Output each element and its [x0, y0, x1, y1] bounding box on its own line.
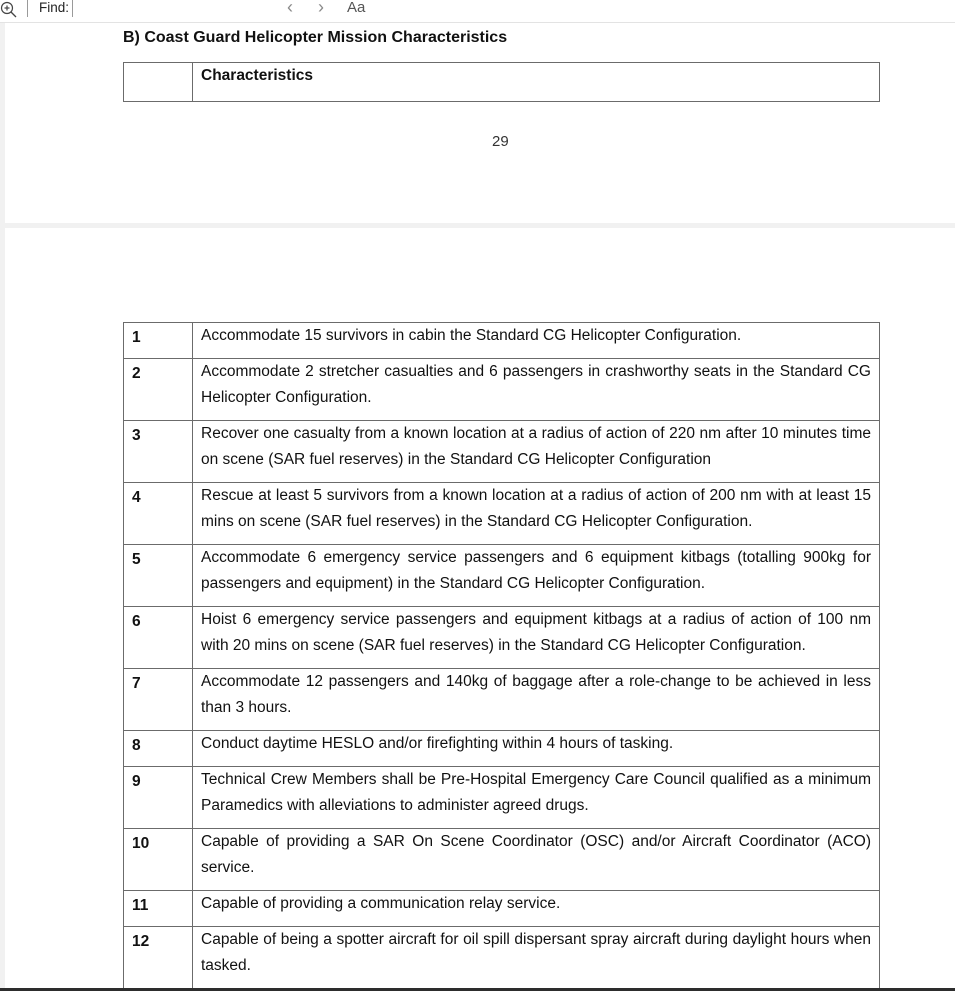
row-text: Capable of being a spotter aircraft for oil spill dispersant spray aircraft during daylight hours when tasked.	[193, 927, 880, 989]
table-header-row	[124, 63, 880, 102]
row-text: Recover one casualty from a known location at a radius of action of 220 nm after 10 minutes time on scene (SAR fuel reserves) in the Standard CG Helicopter Configuration	[193, 421, 880, 483]
row-number: 1	[124, 323, 193, 359]
row-text: Conduct daytime HESLO and/or firefighting within 4 hours of tasking.	[193, 731, 880, 767]
row-text: Rescue at least 5 survivors from a known location at a radius of action of 200 nm with at least 15 mins on scene (SAR fuel reserves) in the Standard CG Helicopter Configuration.	[193, 483, 880, 545]
table-row	[124, 483, 880, 545]
row-number: 5	[124, 545, 193, 607]
row-number: 4	[124, 483, 193, 545]
table-row	[124, 359, 880, 421]
row-text: Accommodate 12 passengers and 140kg of baggage after a role-change to be achieved in less than 3 hours.	[193, 669, 880, 731]
row-text: Accommodate 2 stretcher casualties and 6 passengers in crashworthy seats in the Standard CG Helicopter Configuration.	[193, 359, 880, 421]
table-row	[124, 607, 880, 669]
divider	[27, 0, 28, 17]
row-text: Capable of providing a communication relay service.	[193, 891, 880, 927]
row-number: 11	[124, 891, 193, 927]
table-row	[124, 421, 880, 483]
header-characteristics-cell: Characteristics	[193, 63, 880, 102]
next-match-icon[interactable]: ›	[318, 0, 324, 17]
row-number: 10	[124, 829, 193, 891]
header-number-cell	[124, 63, 193, 102]
table-row	[124, 829, 880, 891]
row-number: 2	[124, 359, 193, 421]
previous-match-icon[interactable]: ‹	[287, 0, 293, 17]
characteristics-header-table	[123, 62, 880, 102]
characteristics-table	[123, 322, 880, 989]
table-row	[124, 891, 880, 927]
row-number: 3	[124, 421, 193, 483]
table-row	[124, 323, 880, 359]
table-row	[124, 731, 880, 767]
row-number: 8	[124, 731, 193, 767]
row-text: Accommodate 15 survivors in cabin the Standard CG Helicopter Configuration.	[193, 323, 880, 359]
document-page-29	[5, 23, 955, 223]
zoom-in-icon[interactable]	[0, 1, 18, 19]
row-number: 12	[124, 927, 193, 989]
find-input[interactable]	[72, 0, 281, 17]
row-number: 9	[124, 767, 193, 829]
row-text: Hoist 6 emergency service passengers and equipment kitbags at a radius of action of 100 nm with 20 mins on scene (SAR fuel reserves) in the Standard CG Helicopter Configuration.	[193, 607, 880, 669]
table-row	[124, 545, 880, 607]
row-number: 6	[124, 607, 193, 669]
table-row	[124, 669, 880, 731]
section-title: B) Coast Guard Helicopter Mission Characteristics	[123, 29, 508, 46]
row-number: 7	[124, 669, 193, 731]
document-page-30	[5, 228, 955, 991]
row-text: Accommodate 6 emergency service passengers and 6 equipment kitbags (totalling 900kg for passengers and equipment) in the Standard CG Helicopter Configuration.	[193, 545, 880, 607]
find-bar	[0, 0, 955, 23]
table-row	[124, 767, 880, 829]
match-case-icon[interactable]: Aa	[347, 0, 366, 16]
find-label: Find:	[39, 0, 70, 15]
page-number: 29	[492, 133, 509, 150]
table-row	[124, 927, 880, 989]
row-text: Capable of providing a SAR On Scene Coordinator (OSC) and/or Aircraft Coordinator (ACO) service.	[193, 829, 880, 891]
row-text: Technical Crew Members shall be Pre-Hospital Emergency Care Council qualified as a minimum Paramedics with alleviations to administer agreed drugs.	[193, 767, 880, 829]
